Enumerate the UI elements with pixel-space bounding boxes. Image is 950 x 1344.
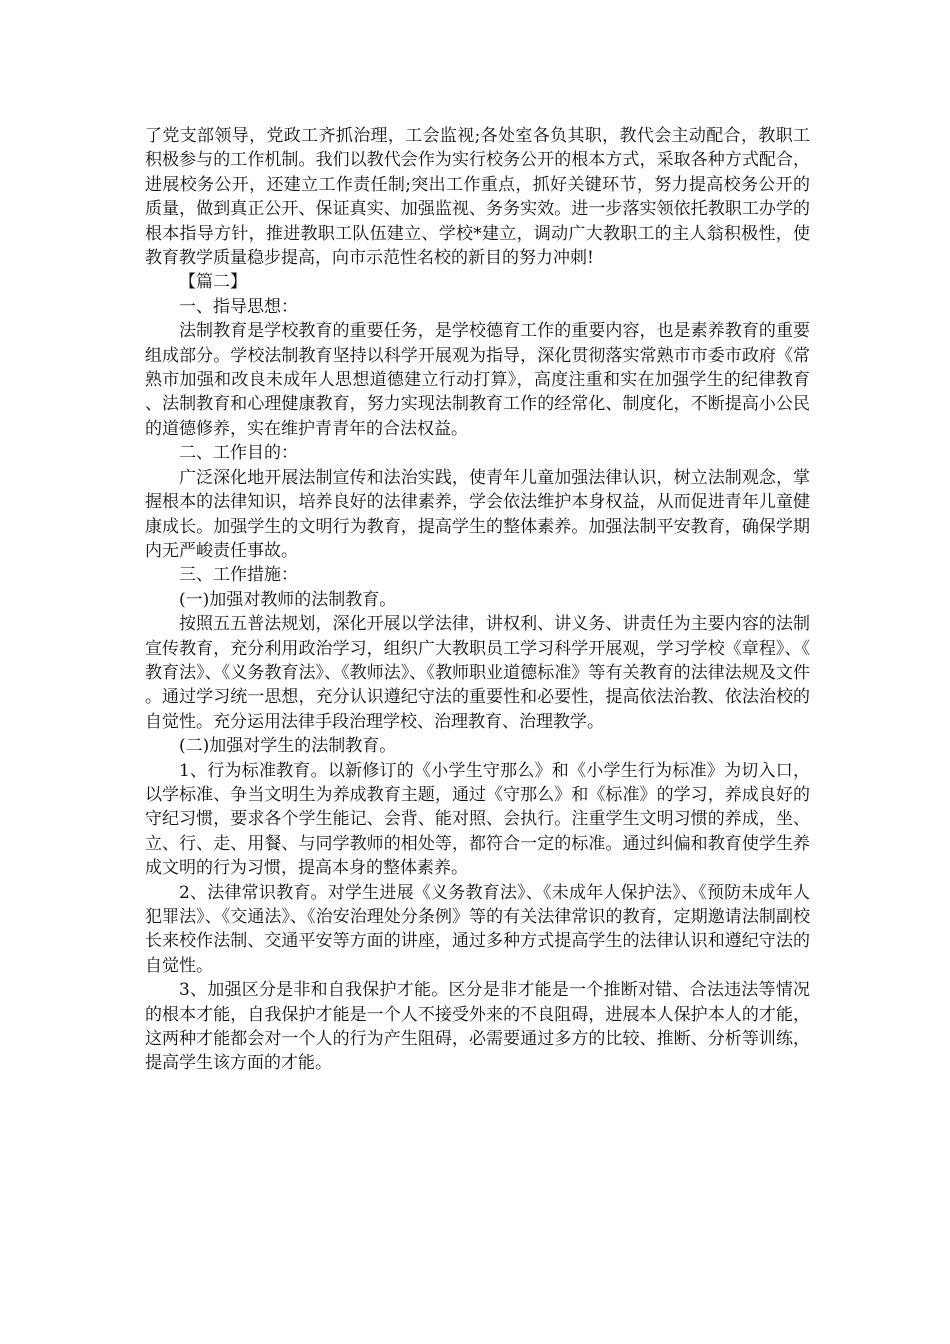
section-heading-part-two: 【篇二】 (179, 272, 247, 293)
body-paragraph-guiding-ideology: 法制教育是学校教育的重要任务，是学校德育工作的重要内容，也是素养教育的重要组成部分。学校法制教育坚持以科学开展观为指导，深化贯彻落实常熟市市委市政府《常熟市加强和改良未成年人思想道德建立行动打算》，高度注重和实在加强学生的纪律教育、法制教育和心理健康教育，努力实现法制教育工作的经常化、制度化，不断提高小公民的道德修养，实在维护青青年的合法权益。 (145, 321, 810, 439)
subheading-teacher-education: (一)加强对教师的法制教育。 (179, 589, 397, 610)
body-paragraph-legal-knowledge: 2、法律常识教育。对学生进展《义务教育法》、《未成年人保护法》、《预防未成年人犯罪法》、《交通法》、《治安治理处分条例》等的有关法律常识的教育，定期邀请法制副校长来校作法制、交通平安等方面的讲座，通过多种方式提高学生的法律认识和遵纪守法的自觉性。 (145, 882, 810, 976)
body-paragraph-work-goals: 广泛深化地开展法制宣传和法治实践，使青年儿童加强法律认识，树立法制观念，掌握根本的法律知识，培养良好的法律素养，学会依法维护本身权益，从而促进青年儿童健康成长。加强学生的文明行为教育，提高学生的整体素养。加强法制平安教育，确保学期内无严峻责任事故。 (145, 467, 810, 561)
document-body (145, 124, 810, 1076)
heading-work-goals: 二、工作目的： (179, 443, 298, 464)
body-paragraph-self-protection: 3、加强区分是非和自我保护才能。区分是非才能是一个推断对错、合法违法等情况的根本才能，自我保护才能是一个人不接受外来的不良阻碍，进展本人保护本人的才能，这两种才能都会对一个人的行为产生阻碍，必需要通过多方的比较、推断、分析等训练，提高学生该方面的才能。 (145, 980, 810, 1074)
heading-work-measures: 三、工作措施： (179, 565, 298, 586)
body-paragraph-continued: 了党支部领导，党政工齐抓治理，工会监视;各处室各负其职，教代会主动配合，教职工积极参与的工作机制。我们以教代会作为实行校务公开的根本方式，采取各种方式配合，进展校务公开，还建立工作责任制;突出工作重点，抓好关键环节，努力提高校务公开的质量，做到真正公开、保证真实、加强监视、务务实效。进一步落实领依托教职工办学的根本指导方针，推进教职工队伍建立、学校*建立，调动广大教职工的主人翁积极性，使教育教学质量稳步提高，向市示范性名校的新目的努力冲刺! (145, 126, 810, 269)
body-paragraph-behavior-standards: 1、行为标准教育。以新修订的《小学生守那么》和《小学生行为标准》为切入口，以学标准、争当文明生为养成教育主题，通过《守那么》和《标准》的学习，养成良好的守纪习惯，要求各个学生能记、会背、能对照、会执行。注重学生文明习惯的养成，坐、立、行、走、用餐、与同学教师的相处等，都符合一定的标准。通过纠偏和教育使学生养成文明的行为习惯，提高本身的整体素养。 (145, 760, 810, 879)
subheading-student-education: (二)加强对学生的法制教育。 (179, 736, 397, 757)
body-paragraph-teacher-education: 按照五五普法规划，深化开展以学法律，讲权利、讲义务、讲责任为主要内容的法制宣传教育，充分利用政治学习，组织广大教职员工学习科学开展观，学习学校《章程》、《教育法》、《义务教育法》、《教师法》、《教师职业道德标准》等有关教育的法律法规及文件。通过学习统一思想，充分认识遵纪守法的重要性和必要性，提高依法治教、依法治校的自觉性。充分运用法律手段治理学校、治理教育、治理教学。 (145, 614, 810, 732)
heading-guiding-ideology: 一、指导思想： (179, 296, 298, 317)
